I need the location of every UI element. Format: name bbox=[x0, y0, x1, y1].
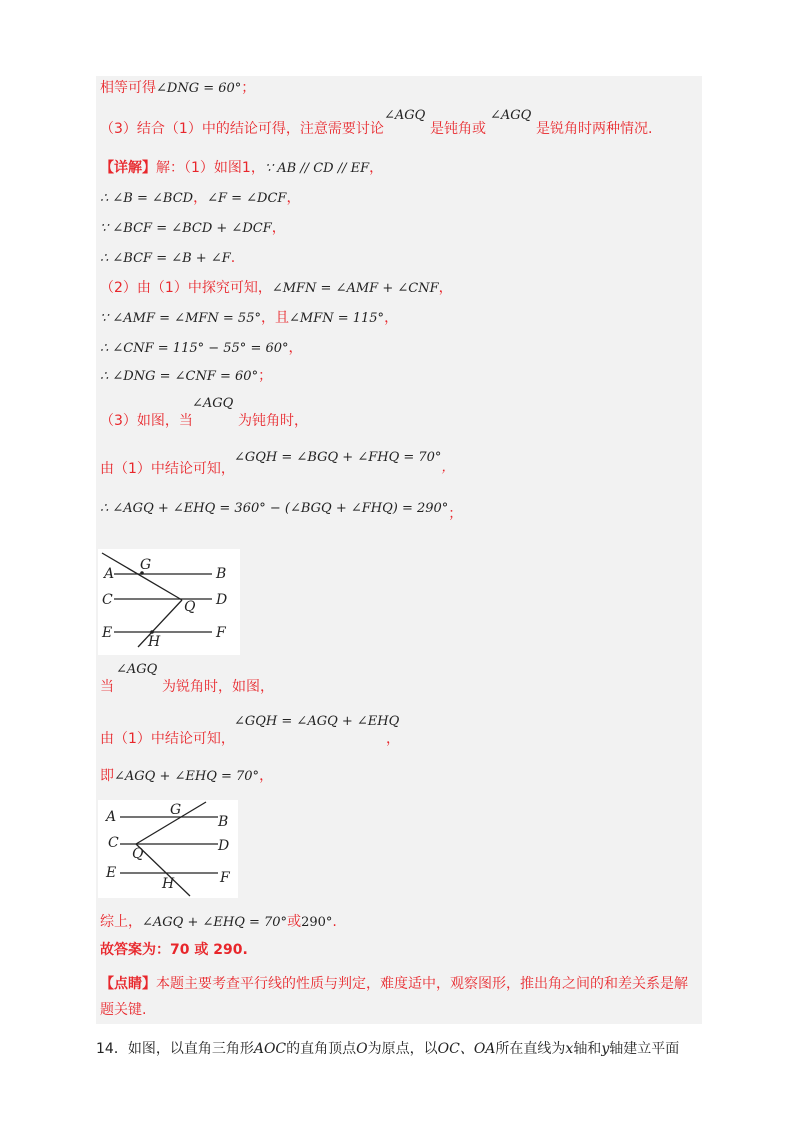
label-d: D bbox=[216, 592, 228, 608]
label-h: H bbox=[148, 634, 161, 650]
solution-line-17 bbox=[100, 912, 337, 933]
math-gqh: ∠GQH = ∠AGQ + ∠EHQ bbox=[234, 714, 400, 729]
label-f: F bbox=[216, 625, 226, 641]
math: x bbox=[565, 1041, 574, 1057]
math: ∴ ∠BCF = ∠B + ∠F bbox=[100, 251, 231, 266]
solution-line-11-b: 为钝角时， bbox=[238, 413, 308, 429]
math: ∠AGQ + ∠EHQ = 70° bbox=[114, 769, 260, 784]
parallel-lines-diagram bbox=[98, 549, 240, 655]
solution-line-7 bbox=[100, 278, 453, 299]
text: ， bbox=[441, 460, 455, 475]
solution-line-15-suffix: ， bbox=[386, 731, 400, 747]
math: ∠MFN = 115° bbox=[288, 311, 385, 326]
math: ∵ ∠AMF = ∠MFN = 55° bbox=[100, 311, 261, 326]
math: ∵ ∠BCF = ∠BCD + ∠DCF bbox=[100, 221, 272, 236]
label-q: Q bbox=[132, 846, 144, 862]
math-agq: ∠AGQ bbox=[490, 108, 532, 123]
label-f: F bbox=[220, 870, 230, 886]
solution-line-14-b: 为锐角时，如图， bbox=[162, 679, 274, 695]
math: ∴ ∠B = ∠BCD bbox=[100, 191, 194, 206]
text: 的直角顶点 bbox=[286, 1041, 357, 1057]
parallel-lines-diagram bbox=[98, 800, 238, 898]
text: ； bbox=[241, 80, 256, 96]
label-c: C bbox=[108, 835, 119, 851]
solution-line-14-a: 当 bbox=[100, 679, 114, 695]
label-c: C bbox=[102, 592, 113, 608]
solution-line-16 bbox=[100, 766, 273, 787]
solution-line-2-b: 是钝角或 bbox=[430, 121, 486, 137]
math: AOC bbox=[253, 1041, 287, 1057]
label-a: A bbox=[104, 566, 115, 582]
label-g: G bbox=[140, 557, 152, 573]
math-agq: ∠AGQ bbox=[192, 396, 234, 411]
label-e: E bbox=[106, 865, 117, 881]
math: ∠AGQ + ∠EHQ = 70° bbox=[142, 915, 288, 930]
text: （2）由（1）中探究可知， bbox=[100, 280, 272, 296]
text: ， bbox=[286, 190, 301, 206]
solution-line-10 bbox=[100, 366, 272, 387]
text: ； bbox=[448, 506, 463, 522]
math: 290° bbox=[301, 915, 333, 930]
text: 相等可得 bbox=[100, 80, 156, 96]
solution-line-8 bbox=[100, 308, 398, 329]
solution-line-6 bbox=[100, 248, 235, 269]
math: ∴ ∠AGQ + ∠EHQ = 360° − (∠BGQ + ∠FHQ) = 290° bbox=[100, 501, 449, 516]
text: 或 bbox=[287, 914, 302, 930]
question-14 bbox=[96, 1038, 679, 1058]
math: ∴ ∠DNG = ∠CNF = 60° bbox=[100, 369, 259, 384]
question-number: 14． bbox=[96, 1041, 128, 1057]
text: ， bbox=[438, 280, 453, 296]
solution-line-5 bbox=[100, 218, 286, 239]
label-b: B bbox=[216, 566, 227, 582]
solution-line-20: 题关键. bbox=[100, 1002, 147, 1018]
solution-line-18: 故答案为：70 或 290. bbox=[100, 942, 248, 958]
math: ∠GQH = ∠BGQ + ∠FHQ = 70° bbox=[234, 450, 442, 465]
solution-line-3 bbox=[100, 158, 383, 179]
solution-line-2-c: 是锐角时两种情况. bbox=[536, 121, 653, 137]
solution-line-1 bbox=[100, 78, 255, 99]
math-agq: ∠AGQ bbox=[116, 662, 158, 677]
figure-acute bbox=[98, 800, 238, 898]
label-g: G bbox=[170, 802, 182, 818]
math: ∠F = ∠DCF bbox=[207, 191, 287, 206]
solution-line-2-a: （3）结合（1）中的结论可得，注意需要讨论 bbox=[100, 121, 384, 137]
solution-line-9 bbox=[100, 338, 303, 359]
text: 即 bbox=[100, 768, 114, 784]
math: ∠DNG = 60° bbox=[156, 81, 242, 96]
text: ， bbox=[271, 220, 286, 236]
math: O bbox=[356, 1041, 368, 1057]
solution-line-15: 由（1）中结论可知， bbox=[100, 731, 235, 747]
text: ，且 bbox=[260, 310, 289, 326]
figure-obtuse bbox=[98, 549, 240, 655]
text: 如图，以直角三角形 bbox=[127, 1041, 254, 1057]
solution-line-12: 由（1）中结论可知， bbox=[100, 461, 235, 477]
text: ， bbox=[288, 340, 303, 356]
text: 本题主要考查平行线的性质与判定，难度适中，观察图形，推出角之间的和差关系是解 bbox=[156, 976, 688, 992]
math: ∠MFN = ∠AMF + ∠CNF bbox=[271, 281, 439, 296]
label-a: A bbox=[106, 809, 117, 825]
label-d: D bbox=[218, 838, 230, 854]
math: ∴ ∠CNF = 115° − 55° = 60° bbox=[100, 341, 289, 356]
detail-label: 【详解】 bbox=[100, 160, 156, 176]
text: 轴建立平面 bbox=[609, 1041, 680, 1057]
tip-label: 【点睛】 bbox=[100, 976, 156, 992]
math: y bbox=[601, 1041, 610, 1057]
solution-line-4 bbox=[100, 188, 300, 209]
text: 综上， bbox=[100, 914, 142, 930]
text: ， bbox=[193, 190, 208, 206]
solution-line-13 bbox=[100, 498, 463, 522]
text: . bbox=[230, 250, 236, 266]
text: . bbox=[332, 914, 337, 930]
text: 轴和 bbox=[573, 1041, 602, 1057]
text: ， bbox=[369, 160, 384, 176]
text: 解：（1）如图1， bbox=[156, 160, 265, 176]
text: ； bbox=[258, 368, 273, 384]
solution-line-11-a: （3）如图，当 bbox=[100, 413, 193, 429]
text: ， bbox=[384, 310, 399, 326]
solution-line-19 bbox=[100, 974, 688, 994]
label-b: B bbox=[218, 814, 229, 830]
math: OC、OA bbox=[437, 1041, 496, 1057]
label-e: E bbox=[102, 625, 113, 641]
text: 为原点，以 bbox=[367, 1041, 438, 1057]
math: ∵ AB // CD // EF bbox=[264, 161, 370, 176]
math-gqh bbox=[234, 446, 455, 475]
label-q: Q bbox=[184, 599, 196, 615]
text: ， bbox=[259, 768, 274, 784]
text: 所在直线为 bbox=[495, 1041, 566, 1057]
label-h: H bbox=[162, 876, 175, 892]
math-agq: ∠AGQ bbox=[384, 108, 426, 123]
